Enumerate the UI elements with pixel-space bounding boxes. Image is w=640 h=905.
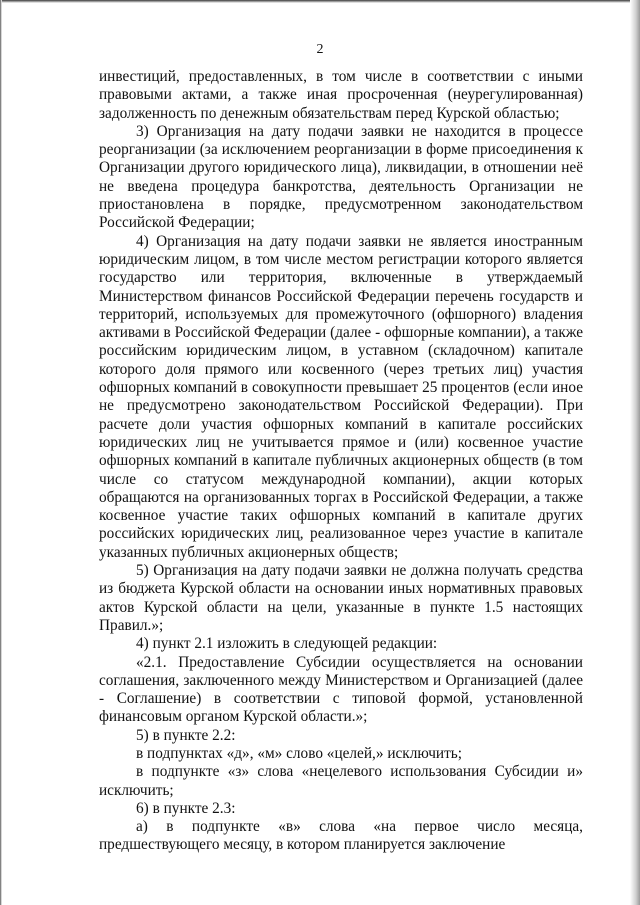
paragraph-quote-2-1: «2.1. Предоставление Субсидии осуществляется на основании соглашения, заключенного между Министерством и Организацией (далее - Соглашение) в соответствии с типовой формой, установленной финансовым органом Курской области.»; <box>99 653 583 726</box>
paragraph-item-5: 5) Организация на дату подачи заявки не должна получать средства из бюджета Курской области на основании иных нормативных правовых актов Курской области на цели, указанные в пункте 1.5 настоящих Правил.»; <box>99 562 583 634</box>
document-body <box>99 68 583 855</box>
paragraph-subitem-a: а) в подпункте «в» слова «на первое число месяца, предшествующего месяцу, в котором планируется заключение <box>99 818 583 854</box>
scan-edge-top <box>0 0 640 3</box>
scan-edge-right <box>630 0 640 905</box>
paragraph-item-3: 3) Организация на дату подачи заявки не находится в процессе реорганизации (за исключением реорганизации в форме присоединения к Организации другого юридического лица), ликвидации, в отношении неё не введена процедура банкротства, деятельность Организации не приостановлена в порядке, предусмотренном законодательством Российской Федерации; <box>99 122 583 232</box>
paragraph-amend-2-1: 4) пункт 2.1 изложить в следующей редакции: <box>136 635 438 653</box>
paragraph-subitem-z: в подпункте «з» слова «нецелевого использования Субсидии и» исключить; <box>99 763 583 799</box>
paragraph-amend-2-3: 6) в пункте 2.3: <box>136 799 236 817</box>
paragraph-continuation: инвестиций, предоставленных, в том числе в соответствии с иными правовыми актами, а также иная просроченная (неурегулированная) задолженность по денежным обязательствам перед Курской областью; <box>99 68 583 122</box>
page-number: 2 <box>316 42 324 57</box>
paragraph-item-4: 4) Организация на дату подачи заявки не является иностранным юридическим лицом, в том числе местом регистрации которого является государство или территория, включенные в утверждаемый Министерством финансов Российской Федерации перечень государств и территорий, используемых для промежуточного (офшорного) владения активами в Российской Федерации (далее - офшорные компании), а также российским юридическим лицом, в уставном (складочном) капитале которого доля прямого или косвенного (через третьих лиц) участия офшорных компаний в совокупности превышает 25 процентов (если иное не предусмотрено законодательством Российской Федерации). При расчете доли участия офшорных компаний в капитале российских юридических лиц не учитывается прямое и (или) косвенное участие офшорных компаний в капитале публичных акционерных обществ (в том числе со статусом международной компании), акции которых обращаются на организованных торгах в Российской Федерации, а также косвенное участие таких офшорных компаний в капитале других российских юридических лиц, реализованное через участие в капитале указанных публичных акционерных обществ; <box>99 232 583 561</box>
paragraph-amend-2-2: 5) в пункте 2.2: <box>136 726 236 744</box>
paragraph-subitems-d-m: в подпунктах «д», «м» слово «целей,» исключить; <box>136 744 463 762</box>
scan-edge-left <box>0 0 2 905</box>
